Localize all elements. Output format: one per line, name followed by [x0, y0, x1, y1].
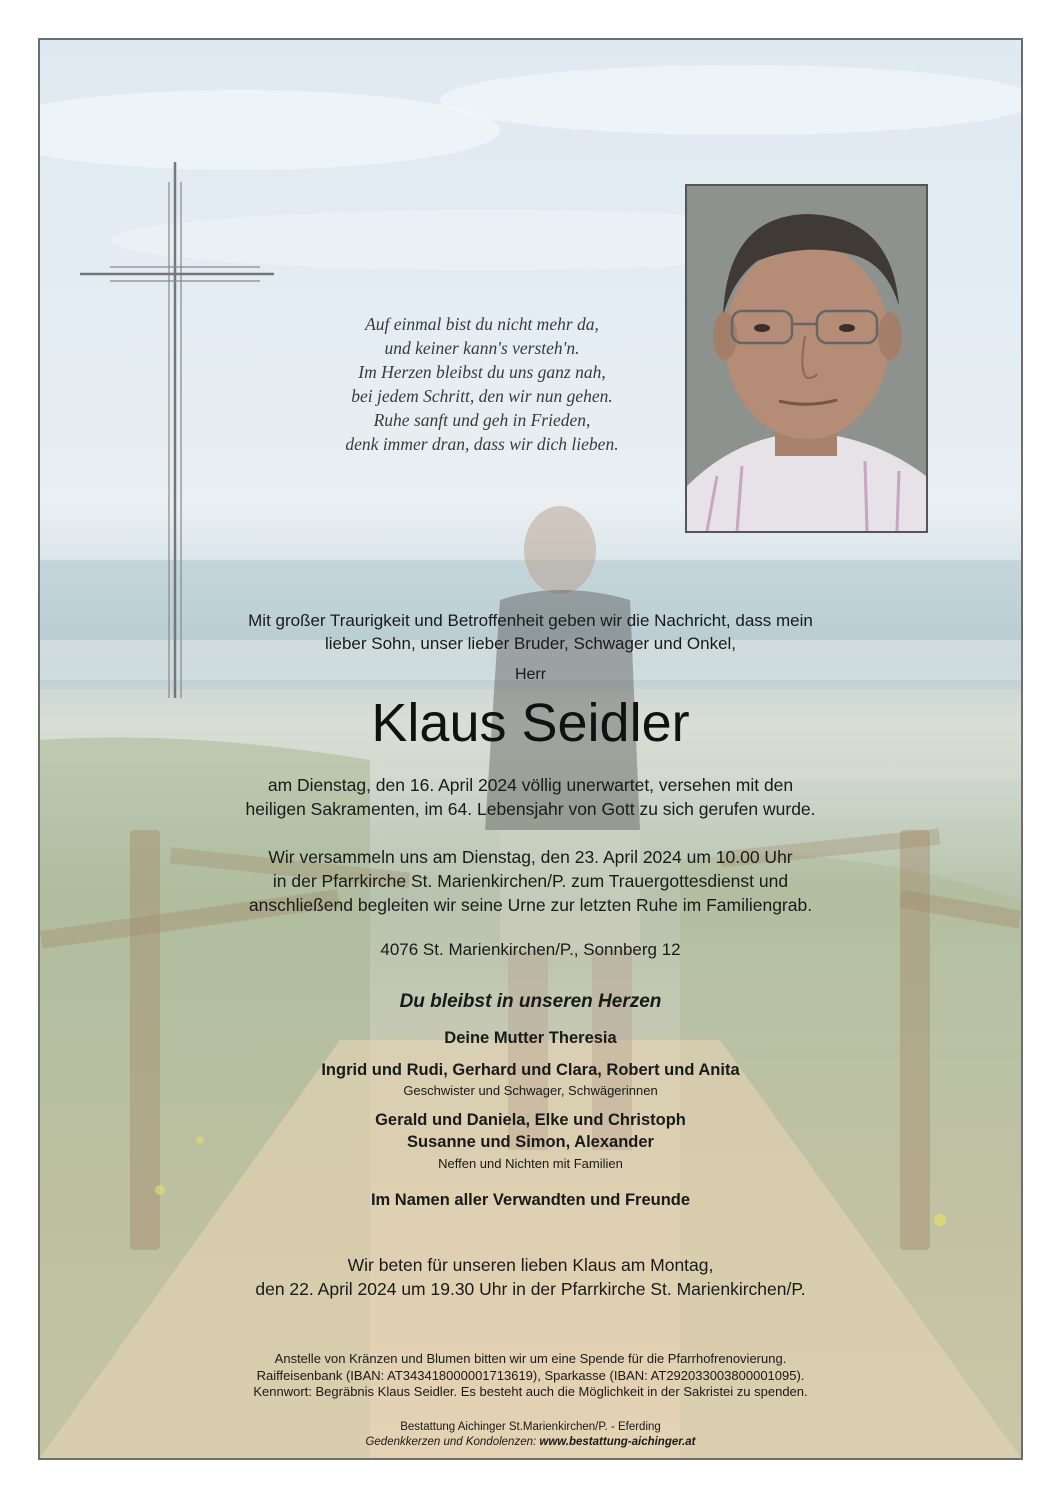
donation-line: Raiffeisenbank (IBAN: AT343418000001713619), Sparkasse (IBAN: AT292033003800001095).	[256, 1367, 805, 1383]
service-line: Wir versammeln uns am Dienstag, den 23. April 2024 um 10.00 Uhr	[268, 847, 793, 867]
motto: Du bleibst in unseren Herzen	[399, 991, 662, 1012]
poem-line: bei jedem Schritt, den wir nun gehen.	[351, 386, 613, 406]
mourner-nephews-line2: Susanne und Simon, Alexander	[407, 1133, 654, 1151]
funeral-service-info	[0, 845, 1061, 917]
death-notice	[0, 773, 1061, 821]
condolence-label: Gedenkkerzen und Kondolenzen:	[365, 1436, 537, 1448]
mourner-closing: Im Namen aller Verwandten und Freunde	[370, 1191, 691, 1209]
donation-line: Kennwort: Begräbnis Klaus Seidler. Es besteht auch die Möglichkeit in der Sakristei zu spenden.	[253, 1384, 808, 1399]
death-notice-line: heiligen Sakramenten, im 64. Lebensjahr von Gott zu sich gerufen wurde.	[245, 799, 816, 819]
prayer-line: Wir beten für unseren lieben Klaus am Montag,	[347, 1255, 714, 1275]
poem-line: Auf einmal bist du nicht mehr da,	[365, 314, 599, 334]
poem-line: Im Herzen bleibst du uns ganz nah,	[358, 362, 606, 382]
announcement-intro	[0, 609, 1061, 655]
portrait-image	[687, 186, 926, 531]
poem	[240, 312, 724, 456]
undertaker-name: Bestattung Aichinger St.Marienkirchen/P. - Eferding	[400, 1421, 661, 1433]
mourner-siblings: Ingrid und Rudi, Gerhard und Clara, Robert und Anita	[321, 1061, 740, 1079]
poem-line: und keiner kann's versteh'n.	[384, 338, 580, 358]
deceased-name: Klaus Seidler	[371, 693, 690, 753]
service-line: anschließend begleiten wir seine Urne zur letzten Ruhe im Familiengrab.	[248, 895, 813, 915]
undertaker-info	[0, 1420, 1061, 1450]
intro-line: Mit großer Traurigkeit und Betroffenheit geben wir die Nachricht, dass mein	[248, 611, 813, 630]
death-notice-line: am Dienstag, den 16. April 2024 völlig unerwartet, versehen mit den	[267, 775, 794, 795]
intro-line: lieber Sohn, unser lieber Bruder, Schwager und Onkel,	[324, 634, 737, 653]
website-link[interactable]: www.bestattung-aichinger.at	[539, 1436, 696, 1448]
service-line: in der Pfarrkirche St. Marienkirchen/P. zum Trauergottesdienst und	[272, 871, 789, 891]
mourner-mother: Deine Mutter Theresia	[444, 1029, 617, 1047]
condolence-line	[0, 1435, 1061, 1450]
prayer-info	[0, 1253, 1061, 1301]
mourner-nephews-line1: Gerald und Daniela, Elke und Christoph	[375, 1111, 686, 1129]
donation-info	[0, 1351, 1061, 1401]
portrait-photo	[685, 184, 928, 533]
address: 4076 St. Marienkirchen/P., Sonnberg 12	[380, 940, 681, 959]
prayer-line: den 22. April 2024 um 19.30 Uhr in der Pfarrkirche St. Marienkirchen/P.	[255, 1279, 806, 1299]
mourner-nephews-caption: Neffen und Nichten mit Familien	[438, 1156, 623, 1171]
salutation: Herr	[514, 666, 547, 683]
mourner-siblings-caption: Geschwister und Schwager, Schwägerinnen	[403, 1083, 658, 1098]
poem-line: Ruhe sanft und geh in Frieden,	[373, 410, 591, 430]
donation-line: Anstelle von Kränzen und Blumen bitten wir um eine Spende für die Pfarrhofrenovierung.	[274, 1351, 787, 1366]
poem-line: denk immer dran, dass wir dich lieben.	[345, 434, 619, 454]
